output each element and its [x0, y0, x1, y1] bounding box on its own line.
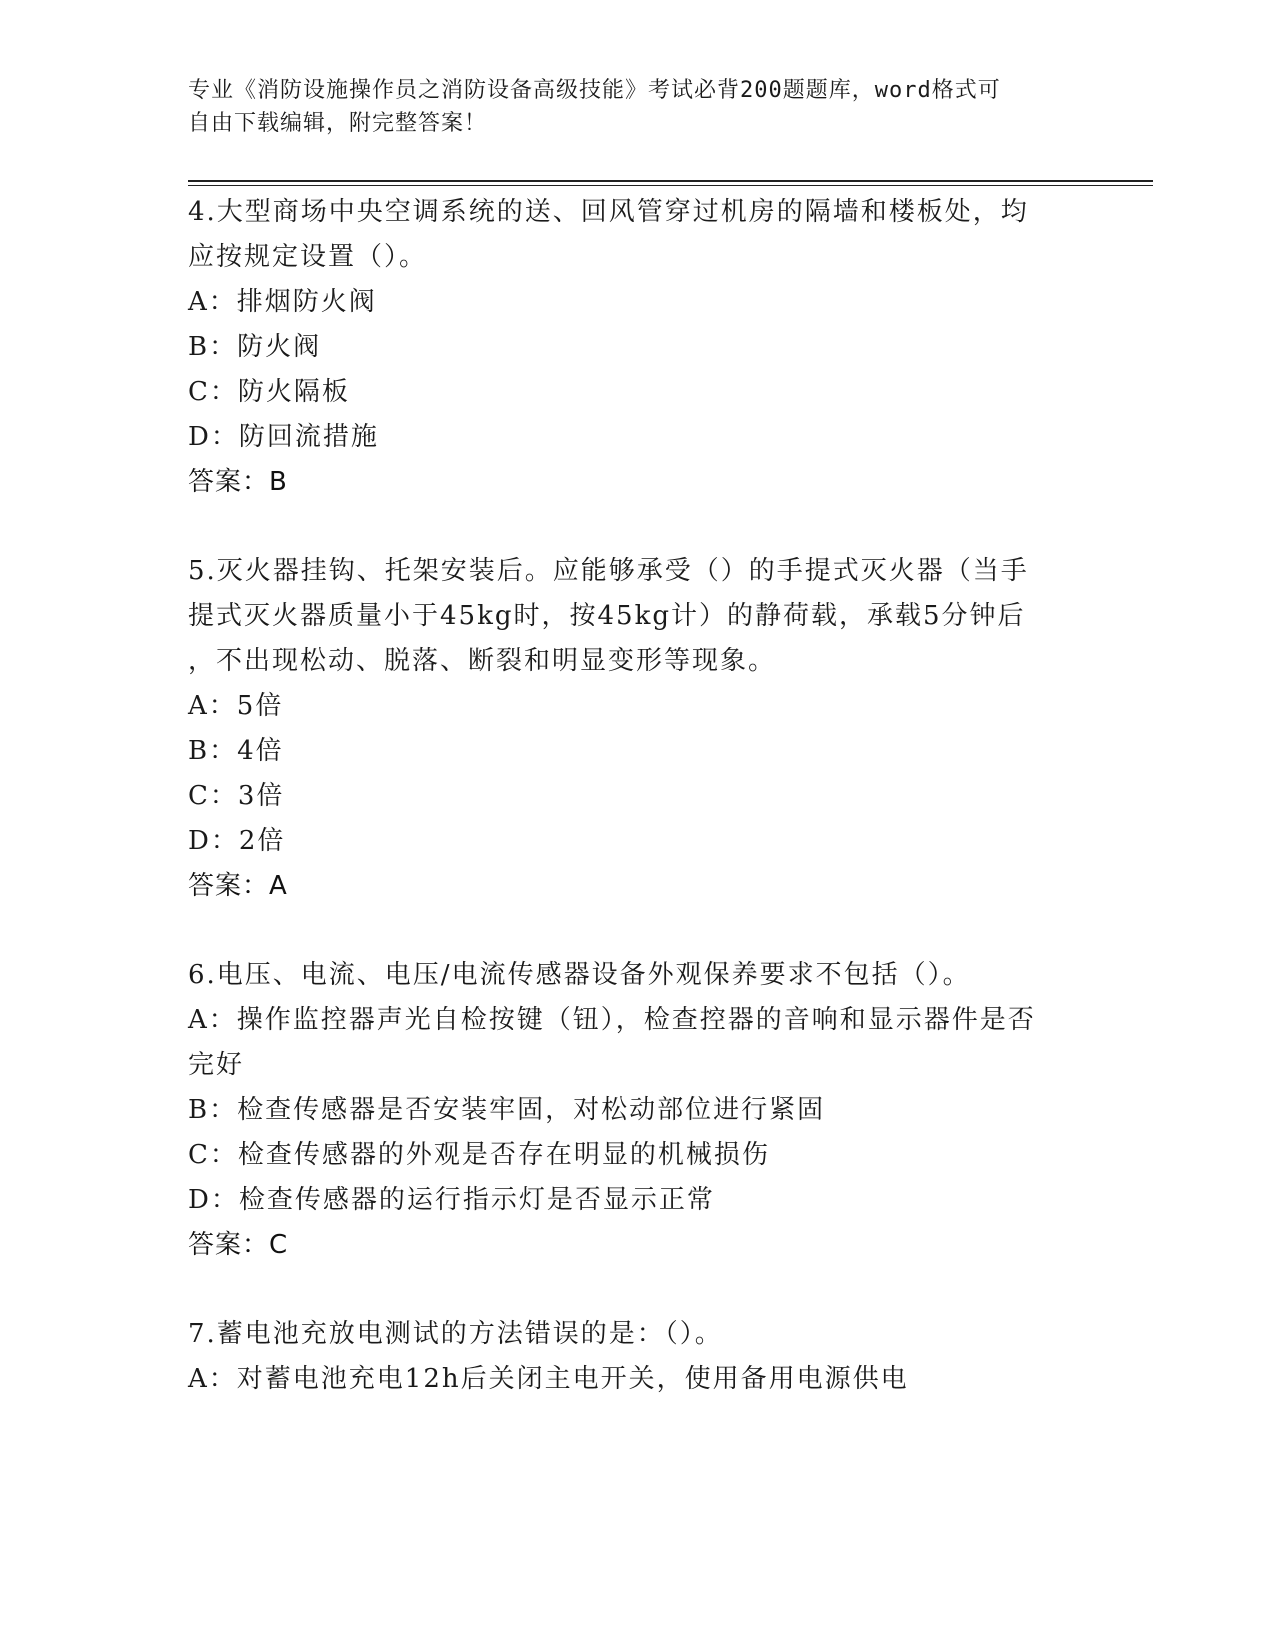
question-4-text-line-2: 应按规定设置（）。: [188, 242, 428, 272]
question-4-option-d: D：防回流措施: [188, 422, 379, 452]
question-6-option-c: C：检查传感器的外观是否存在明显的机械损伤: [188, 1140, 770, 1170]
question-6-option-b: B：检查传感器是否安装牢固，对松动部位进行紧固: [188, 1095, 826, 1125]
question-5-answer: 答案：A: [188, 871, 288, 901]
question-5-option-a: A：5倍: [188, 691, 284, 721]
header-divider-thick: [188, 180, 1153, 182]
document-header: [188, 74, 1068, 140]
question-5-option-b: B：4倍: [188, 736, 284, 766]
question-7: [188, 1312, 1068, 1402]
question-4-option-c: C：防火隔板: [188, 377, 350, 407]
question-6-option-d: D：检查传感器的运行指示灯是否显示正常: [188, 1185, 715, 1215]
question-6-text-line-1: 6.电压、电流、电压/电流传感器设备外观保养要求不包括（）。: [188, 960, 971, 990]
question-6-option-a-line-1: A：操作监控器声光自检按键（钮），检查控器的音响和显示器件是否: [188, 1005, 1036, 1035]
question-4: [188, 190, 1068, 505]
header-line-1: 专业《消防设施操作员之消防设备高级技能》考试必背200题题库，word格式可: [188, 78, 1001, 103]
question-7-text-line-1: 7.蓄电池充放电测试的方法错误的是：（）。: [188, 1319, 723, 1349]
question-5-text-line-2: 提式灭火器质量小于45kg时，按45kg计）的静荷载，承载5分钟后: [188, 601, 1026, 631]
question-7-option-a: A：对蓄电池充电12h后关闭主电开关，使用备用电源供电: [188, 1364, 909, 1394]
question-6-answer: 答案：C: [188, 1230, 289, 1260]
header-divider-thin: [188, 185, 1153, 186]
question-list: [188, 190, 1068, 1446]
question-4-option-a: A：排烟防火阀: [188, 287, 377, 317]
question-5-text-line-3: ，不出现松动、脱落、断裂和明显变形等现象。: [188, 646, 777, 676]
question-4-answer: 答案：B: [188, 467, 288, 497]
question-5-option-c: C：3倍: [188, 781, 285, 811]
question-5-option-d: D：2倍: [188, 826, 286, 856]
question-5: [188, 549, 1068, 909]
question-6-option-a-line-2: 完好: [188, 1050, 245, 1080]
question-4-option-b: B：防火阀: [188, 332, 322, 362]
question-6: [188, 953, 1068, 1268]
header-line-2: 自由下载编辑，附完整答案！: [188, 111, 488, 136]
question-5-text-line-1: 5.灭火器挂钩、托架安装后。应能够承受（）的手提式灭火器（当手: [188, 556, 1029, 586]
question-4-text-line-1: 4.大型商场中央空调系统的送、回风管穿过机房的隔墙和楼板处，均: [188, 197, 1029, 227]
